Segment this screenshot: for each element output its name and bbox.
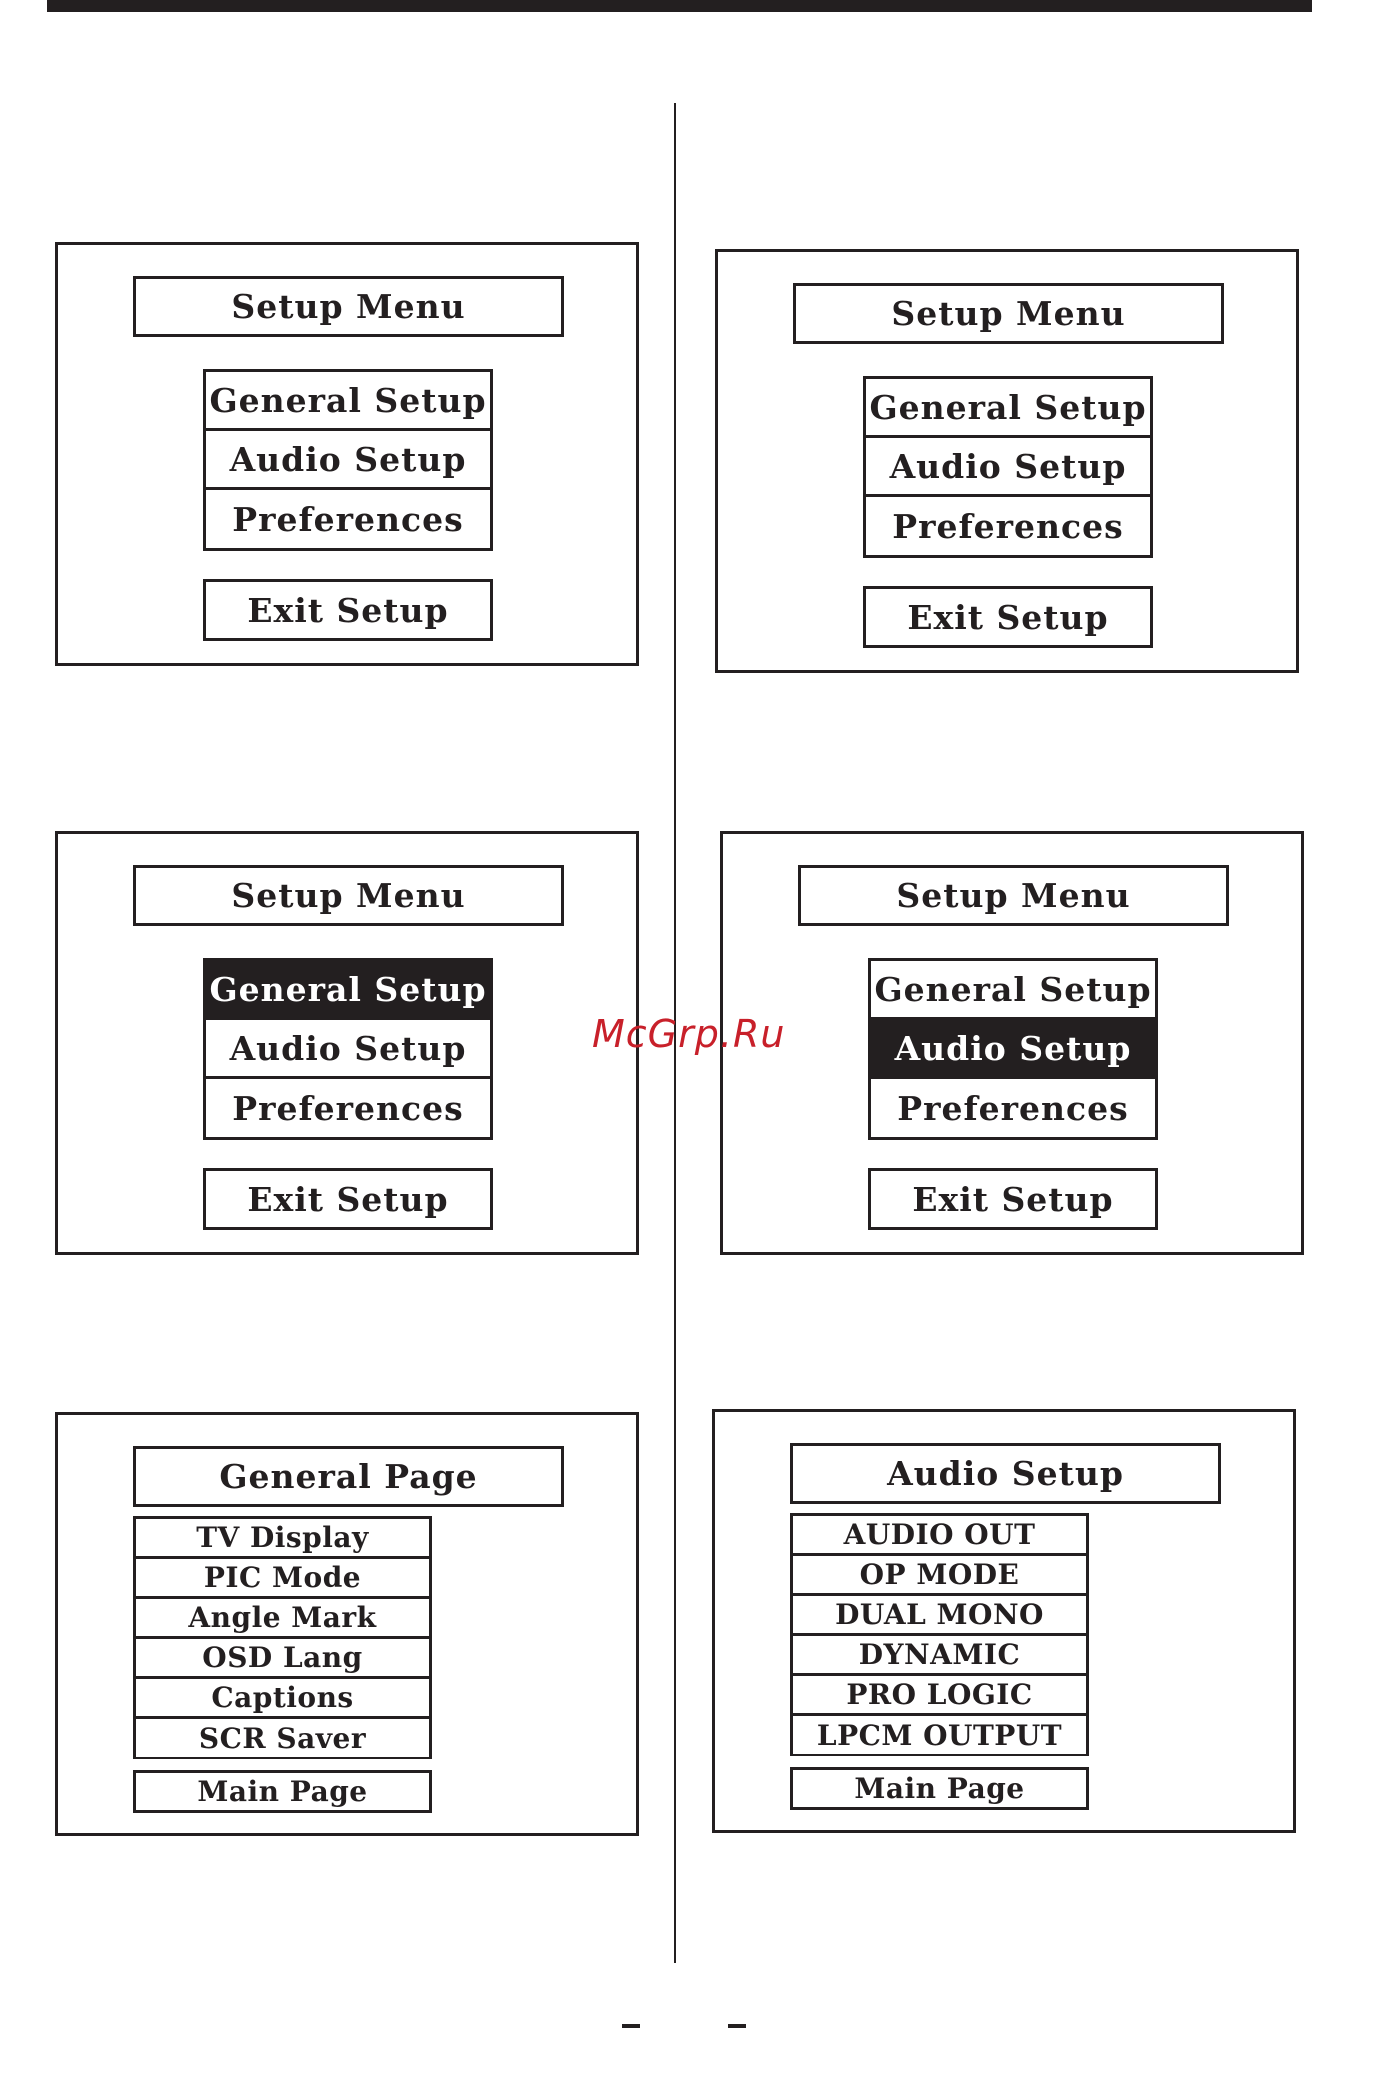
- main-page-button[interactable]: Main Page: [133, 1770, 432, 1813]
- menu-item-audio-setup[interactable]: Audio Setup: [206, 1020, 490, 1079]
- general-item-angle-mark[interactable]: Angle Mark: [136, 1599, 429, 1639]
- menu-item-preferences[interactable]: Preferences: [206, 490, 490, 548]
- menu-item-preferences[interactable]: Preferences: [866, 497, 1150, 555]
- menu-item-preferences[interactable]: Preferences: [206, 1079, 490, 1137]
- setup-menu-panel-general-selected: [55, 831, 639, 1255]
- general-page-panel: [55, 1412, 639, 1836]
- exit-setup-button[interactable]: Exit Setup: [203, 579, 493, 641]
- audio-page-list: [790, 1513, 1089, 1756]
- menu-item-audio-setup[interactable]: Audio Setup: [866, 438, 1150, 497]
- setup-menu-panel-1: [55, 242, 639, 666]
- page-number-dash-left: [622, 2024, 640, 2028]
- general-page-title: General Page: [133, 1446, 564, 1507]
- setup-menu-list: [203, 958, 493, 1140]
- setup-menu-panel-2: [715, 249, 1299, 673]
- menu-item-general-setup[interactable]: General Setup: [866, 379, 1150, 438]
- general-item-tv-display[interactable]: TV Display: [136, 1519, 429, 1559]
- watermark-text: McGrp.Ru: [592, 1012, 786, 1056]
- setup-menu-title: Setup Menu: [793, 283, 1224, 344]
- setup-menu-title: Setup Menu: [798, 865, 1229, 926]
- general-item-captions[interactable]: Captions: [136, 1679, 429, 1719]
- main-page-button[interactable]: Main Page: [790, 1767, 1089, 1810]
- exit-setup-button[interactable]: Exit Setup: [868, 1168, 1158, 1230]
- audio-page-title: Audio Setup: [790, 1443, 1221, 1504]
- audio-item-lpcm-output[interactable]: LPCM OUTPUT: [793, 1716, 1086, 1754]
- setup-menu-list: [863, 376, 1153, 558]
- menu-item-audio-setup-selected[interactable]: Audio Setup: [871, 1020, 1155, 1079]
- audio-item-dual-mono[interactable]: DUAL MONO: [793, 1596, 1086, 1636]
- top-rule: [47, 0, 1312, 12]
- menu-item-general-setup[interactable]: General Setup: [871, 961, 1155, 1020]
- audio-item-pro-logic[interactable]: PRO LOGIC: [793, 1676, 1086, 1716]
- menu-item-preferences[interactable]: Preferences: [871, 1079, 1155, 1137]
- page-number-dash-right: [728, 2024, 746, 2028]
- general-page-list: [133, 1516, 432, 1759]
- audio-item-op-mode[interactable]: OP MODE: [793, 1556, 1086, 1596]
- menu-item-audio-setup[interactable]: Audio Setup: [206, 431, 490, 490]
- general-item-scr-saver[interactable]: SCR Saver: [136, 1719, 429, 1757]
- setup-menu-title: Setup Menu: [133, 276, 564, 337]
- general-item-osd-lang[interactable]: OSD Lang: [136, 1639, 429, 1679]
- menu-item-general-setup-selected[interactable]: General Setup: [206, 961, 490, 1020]
- setup-menu-list: [868, 958, 1158, 1140]
- audio-item-dynamic[interactable]: DYNAMIC: [793, 1636, 1086, 1676]
- exit-setup-button[interactable]: Exit Setup: [863, 586, 1153, 648]
- general-item-pic-mode[interactable]: PIC Mode: [136, 1559, 429, 1599]
- exit-setup-button[interactable]: Exit Setup: [203, 1168, 493, 1230]
- setup-menu-panel-audio-selected: [720, 831, 1304, 1255]
- setup-menu-list: [203, 369, 493, 551]
- setup-menu-title: Setup Menu: [133, 865, 564, 926]
- audio-setup-page-panel: [712, 1409, 1296, 1833]
- audio-item-audio-out[interactable]: AUDIO OUT: [793, 1516, 1086, 1556]
- menu-item-general-setup[interactable]: General Setup: [206, 372, 490, 431]
